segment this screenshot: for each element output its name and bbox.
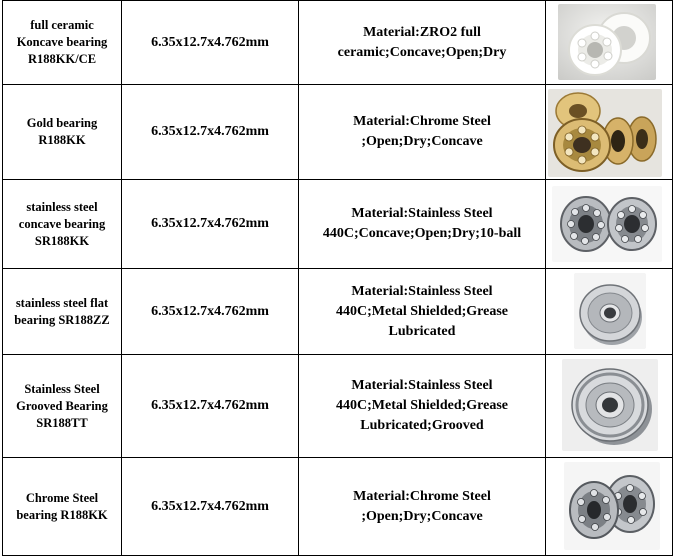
product-name-line: Gold bearing [26, 116, 98, 130]
product-name-cell [3, 458, 122, 556]
dimension-cell: 6.35x12.7x4.762mm [122, 180, 299, 269]
product-name-line: R188KK/CE [27, 52, 97, 66]
product-name-cell [3, 85, 122, 180]
product-name-line: stainless steel flat [15, 295, 109, 310]
bearing-spec-table [2, 0, 673, 556]
dimension-cell: 6.35x12.7x4.762mm [122, 269, 299, 355]
material-line: Material:Chrome Steel [353, 114, 491, 129]
image-cell [546, 85, 673, 180]
product-name-line: full ceramic [30, 18, 94, 32]
material-line: Material:Stainless Steel [351, 283, 493, 299]
product-name-line: bearing SR188ZZ [14, 312, 110, 327]
table-row [3, 180, 673, 269]
product-name-line: bearing R188KK [16, 507, 108, 522]
material-line: Lubricated;Grooved [360, 418, 484, 433]
material-line: Material:Stainless Steel [351, 378, 493, 393]
product-name-line: Koncave bearing [16, 35, 108, 49]
product-name-line: R188KK [38, 133, 86, 147]
image-cell [546, 458, 673, 556]
image-cell [546, 180, 673, 269]
material-cell [299, 269, 546, 355]
chrome-bearing-pair-photo [564, 462, 660, 550]
product-name-cell [3, 355, 122, 458]
dimension-cell: 6.35x12.7x4.762mm [122, 355, 299, 458]
material-cell [299, 1, 546, 85]
material-line: ;Open;Dry;Concave [361, 134, 483, 149]
dimension-cell: 6.35x12.7x4.762mm [122, 85, 299, 180]
product-name-line: SR188KK [34, 233, 90, 248]
open-steel-bearing-pair-photo [552, 186, 662, 262]
table-row [3, 355, 673, 458]
material-cell [299, 458, 546, 556]
image-cell [546, 1, 673, 85]
shielded-bearing-photo [574, 273, 646, 349]
material-line: ceramic;Concave;Open;Dry [337, 44, 507, 60]
product-name-cell [3, 1, 122, 85]
product-name-line: stainless steel [26, 199, 98, 214]
dimension-cell: 6.35x12.7x4.762mm [122, 1, 299, 85]
image-cell [546, 355, 673, 458]
image-cell [546, 269, 673, 355]
product-name-line: concave bearing [18, 216, 106, 231]
table-row [3, 1, 673, 85]
material-cell [299, 355, 546, 458]
material-cell [299, 180, 546, 269]
material-line: Lubricated [388, 323, 456, 339]
table-row [3, 85, 673, 180]
material-line: 440C;Metal Shielded;Grease [336, 303, 508, 319]
material-line: 440C;Concave;Open;Dry;10-ball [322, 226, 522, 241]
white-ceramic-bearing-photo [558, 4, 656, 80]
material-line: ;Open;Dry;Concave [361, 508, 483, 524]
dimension-cell: 6.35x12.7x4.762mm [122, 458, 299, 556]
material-line: Material:ZRO2 full [363, 24, 481, 40]
grooved-bearing-photo [562, 359, 658, 451]
material-line: Material:Stainless Steel [351, 206, 493, 221]
product-name-cell [3, 180, 122, 269]
gold-bearing-photo [548, 89, 662, 177]
material-line: 440C;Metal Shielded;Grease [336, 398, 508, 413]
material-cell [299, 85, 546, 180]
product-name-line: Chrome Steel [25, 490, 99, 505]
table-row [3, 269, 673, 355]
product-name-line: Stainless Steel [24, 381, 100, 396]
product-name-line: Grooved Bearing [16, 398, 108, 413]
product-name-cell [3, 269, 122, 355]
material-line: Material:Chrome Steel [353, 488, 491, 504]
table-row [3, 458, 673, 556]
product-name-line: SR188TT [36, 415, 88, 430]
